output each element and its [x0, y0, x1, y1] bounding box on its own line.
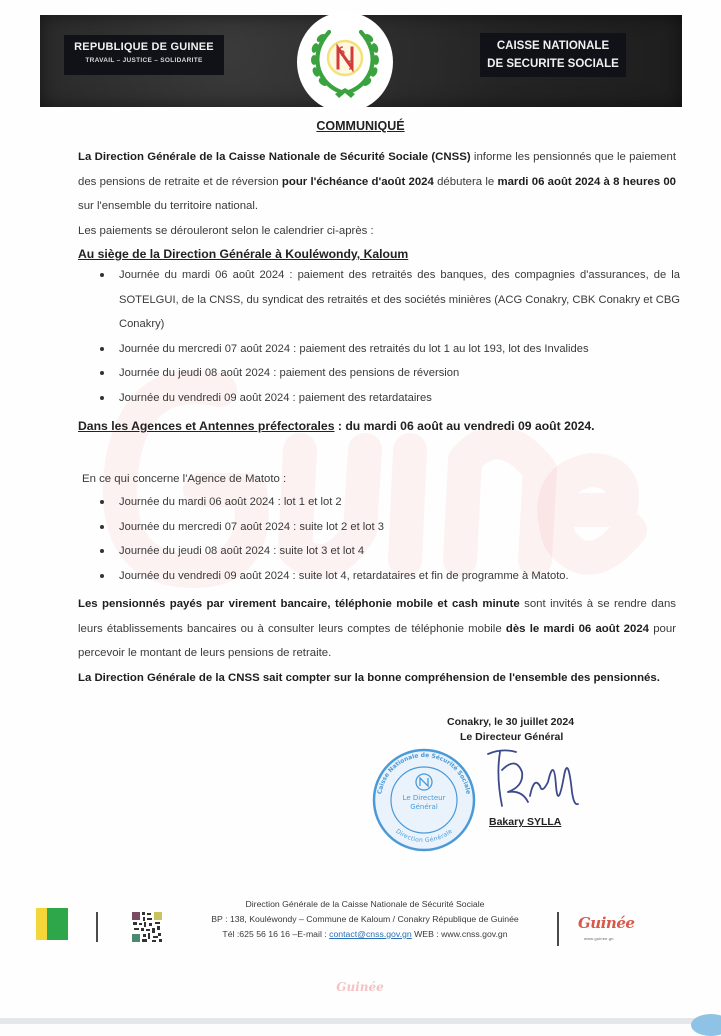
list-item — [100, 539, 680, 564]
notice-text-1: sont invités à se rendre dans leurs établissements bancaires ou à consulter leurs comptes de téléphonie mobile — [78, 598, 677, 635]
page-bottom-edge — [0, 1018, 721, 1024]
intro-line-2: Les paiements se dérouleront selon le calendrier ci-après : — [78, 224, 374, 237]
list-item-text: Journée du vendredi 09 août 2024 : suite lot 4, retardataires et fin de programme à Matoto. — [119, 569, 569, 582]
notice-text-2: pour percevoir le montant de leurs pensions de retraite. — [78, 622, 677, 659]
notice-bold-1: Les pensionnés payés par virement bancaire, téléphonie mobile et cash minute — [78, 598, 520, 610]
intro-paragraph — [78, 145, 676, 243]
intro-bold-2: pour l'échéance d'août 2024 — [281, 175, 434, 188]
list-item-text: Journée du vendredi 09 août 2024 : paiement des retardataires — [119, 391, 432, 404]
list-item-text: Journée du mardi 06 août 2024 : lot 1 et lot 2 — [119, 496, 342, 508]
closing-paragraph — [78, 666, 676, 691]
cnss-name-line1: CAISSE NATIONALE — [496, 40, 610, 52]
footer-org-name: Direction Générale de la Caisse Nationale de Sécurité Sociale — [245, 899, 485, 909]
signatory-name: Bakary SYLLA — [489, 816, 562, 828]
cnss-label — [480, 33, 626, 77]
guinea-flag-icon — [36, 908, 68, 940]
bullet-icon — [100, 549, 104, 553]
list-item — [100, 386, 680, 411]
header-banner — [40, 15, 682, 107]
cnss-logo — [297, 12, 393, 112]
closing-text: La Direction Générale de la CNSS sait compter sur la bonne compréhension de l'ensemble des pensionnés. — [78, 672, 660, 684]
notice-bold-2: dès le mardi 06 août 2024 — [505, 622, 650, 635]
email-link[interactable]: contact@cnss.gov.gn — [329, 929, 412, 939]
list-item — [100, 361, 680, 386]
section-1-title — [78, 247, 408, 261]
bullet-icon — [100, 574, 104, 578]
stamp-bottom-text: Direction Générale — [394, 827, 454, 845]
signature-icon — [482, 746, 602, 812]
footer-divider — [557, 912, 559, 946]
list-item-text: Journée du jeudi 08 août 2024 : paiement des pensions de réversion — [119, 367, 460, 379]
bullet-icon — [100, 396, 104, 400]
section-2-title-underlined: Dans les Agences et Antennes préfectorales — [78, 419, 335, 433]
cnss-emblem-icon — [305, 20, 385, 104]
republic-motto: TRAVAIL – JUSTICE – SOLIDARITE — [85, 57, 203, 64]
intro-text-2: débutera le — [433, 175, 498, 188]
section-1-title-text: Au siège de la Direction Générale à Kouléwondy, Kaloum — [78, 247, 409, 261]
footer-web: WEB : www.cnss.gov.gn — [411, 929, 508, 939]
list-item — [100, 337, 680, 362]
list-item — [100, 490, 680, 515]
list-item — [100, 564, 680, 589]
footer-phone: Tél :625 56 16 16 –E-mail : — [222, 929, 330, 939]
qr-code-icon[interactable] — [131, 911, 163, 943]
list-item-text: Journée du mardi 06 août 2024 : paiement des retraités des banques, des compagnies d'assurances, de la SOTELGUI, de la CNSS, du syndicat des retraités et des sociétés minières (ACG Conakry, CBK Conakry et CBG Conakry) — [119, 269, 680, 330]
place-date: Conakry, le 30 juillet 2024 — [447, 716, 575, 728]
intro-bold-3: mardi 06 août 2024 à 8 heures 00 — [497, 175, 677, 188]
bullet-icon — [100, 525, 104, 529]
list-item-text: Journée du mercredi 07 août 2024 : paiement des retraités du lot 1 au lot 193, lot des Invalides — [119, 342, 589, 355]
list-item — [100, 515, 680, 540]
corner-decoration — [691, 1014, 721, 1036]
footer-divider — [96, 912, 98, 942]
bullet-icon — [100, 347, 104, 351]
list-item-text: Journée du jeudi 08 août 2024 : suite lot 3 et lot 4 — [119, 545, 365, 557]
section-2-list — [100, 490, 680, 588]
intro-text-1: informe les pensionnés que le paiement des pensions de retraite et de réversion — [78, 151, 676, 188]
section-1-list — [100, 263, 680, 410]
notice-paragraph — [78, 592, 676, 666]
footer-address: BP : 138, Kouléwondy – Commune de Kaloum / Conakry République de Guinée — [211, 914, 519, 924]
bullet-icon — [100, 371, 104, 375]
list-item-text: Journée du mercredi 07 août 2024 : suite lot 2 et lot 3 — [119, 520, 384, 533]
section-2-subtitle: En ce qui concerne l'Agence de Matoto : — [82, 473, 287, 485]
official-stamp-icon — [372, 748, 476, 852]
republic-name: REPUBLIQUE DE GUINEE — [74, 41, 214, 53]
bullet-icon — [100, 273, 104, 277]
guinee-brand-logo: Guinée — [578, 914, 635, 932]
bullet-icon — [100, 500, 104, 504]
stamp-ring-text: Caisse Nationale de Sécurité Sociale — [376, 751, 472, 795]
signatory-role: Le Directeur Général — [460, 731, 564, 743]
section-2-title — [78, 414, 676, 438]
cnss-name-line2: DE SECURITE SOCIALE — [487, 58, 619, 70]
stamp-center-text: Le Directeur Général — [402, 794, 446, 811]
page-title: COMMUNIQUÉ — [316, 119, 405, 133]
footer-contact — [170, 897, 560, 942]
list-item — [100, 263, 680, 337]
intro-bold-1: La Direction Générale de la Caisse Nationale de Sécurité Sociale (CNSS) — [78, 151, 471, 163]
republic-label — [64, 35, 224, 75]
footer-contact-line — [170, 927, 560, 942]
watermark: Guinée — [336, 980, 384, 994]
intro-text-3: sur l'ensemble du territoire national. — [78, 200, 259, 212]
guinee-brand-url: www.guinee.gn — [584, 936, 614, 941]
section-2-title-rest: : du mardi 06 août au vendredi 09 août 2024. — [334, 419, 595, 433]
